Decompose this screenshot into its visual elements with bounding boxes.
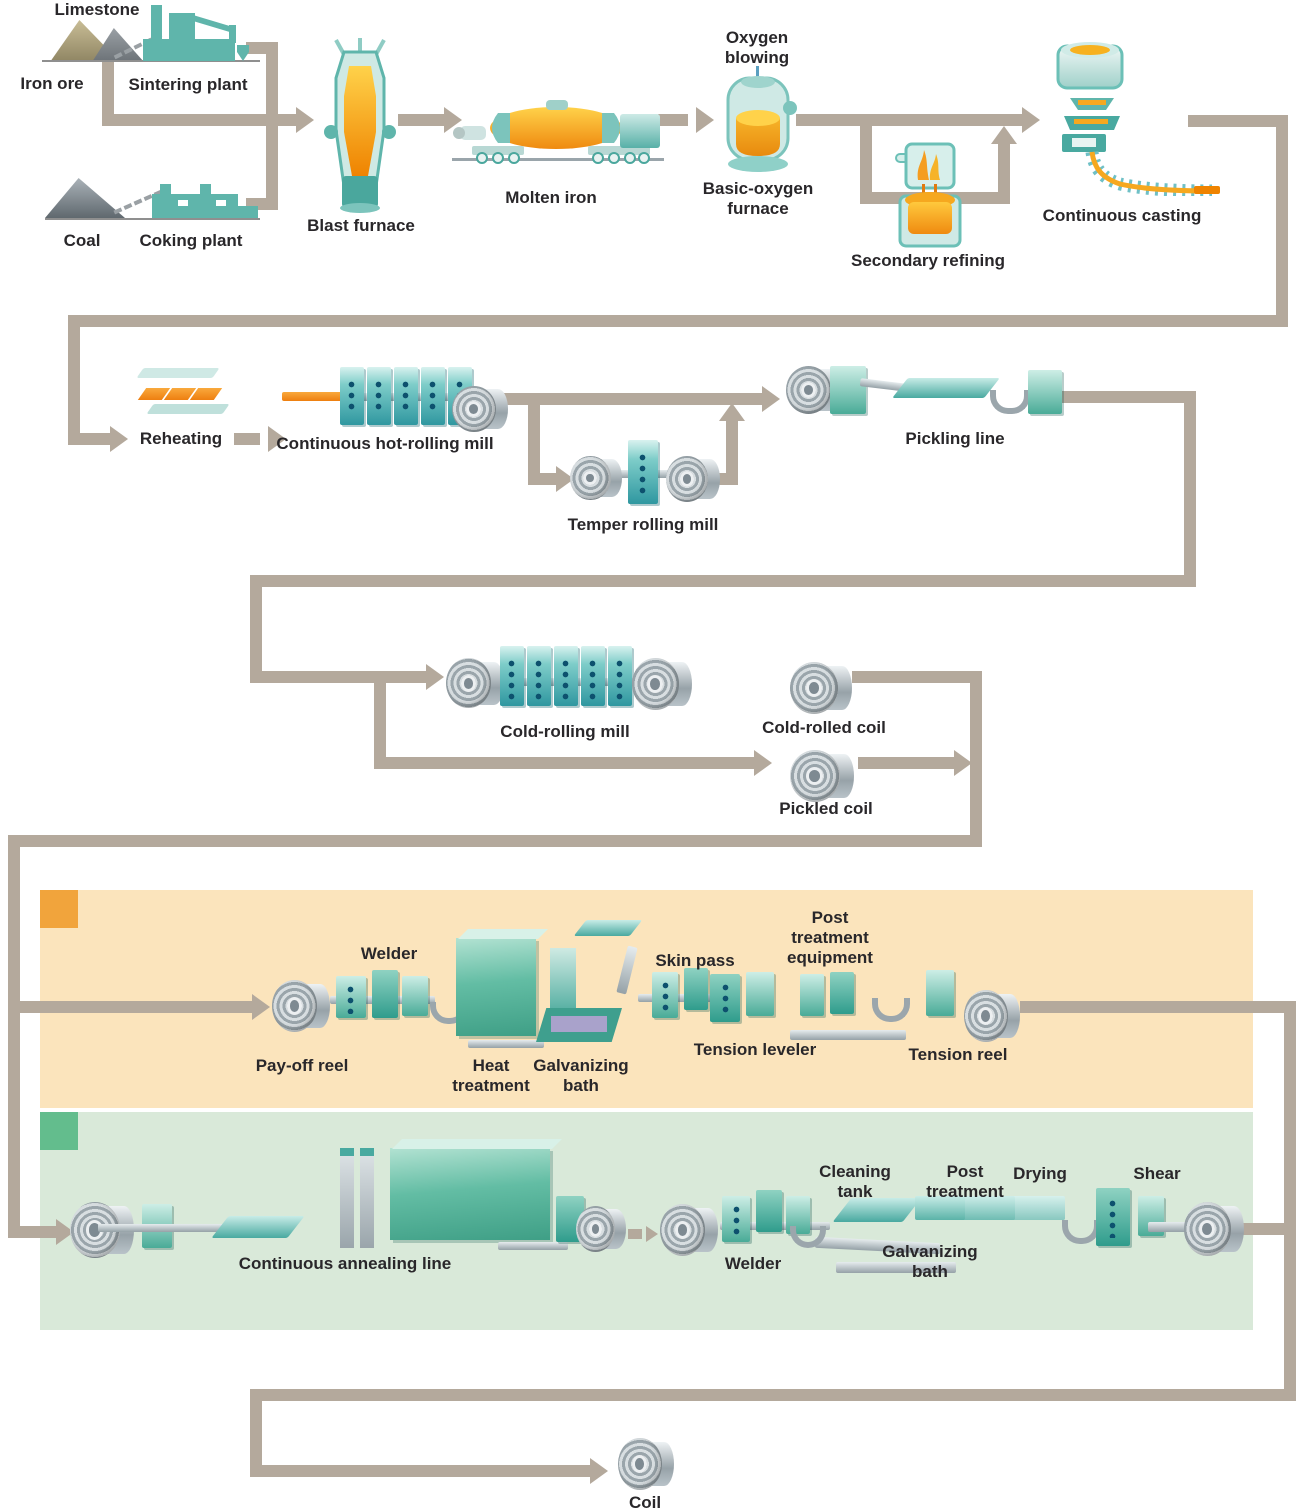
shear-icon <box>1096 1184 1176 1248</box>
reheating-label: Reheating <box>139 429 223 448</box>
arrow-icon <box>296 107 314 133</box>
secondary-refining-label: Secondary refining <box>851 251 1005 270</box>
arrow-icon <box>646 1226 658 1242</box>
arrow-up-icon <box>991 126 1017 144</box>
connector <box>796 114 1022 126</box>
galvanizing-bath-hot-dip-label: Galvanizing bath <box>533 1056 629 1096</box>
cleaning-tank-label: Cleaning tank <box>819 1162 891 1202</box>
oxygen-blowing-label: Oxygen blowing <box>724 28 790 68</box>
connector <box>398 114 444 126</box>
cold-rolled-coil-label: Cold-rolled coil <box>762 718 886 737</box>
tension-reel-icon <box>926 964 1022 1044</box>
sintering-plant-icon <box>133 3 261 62</box>
connector <box>1020 1001 1284 1013</box>
connector <box>1240 1223 1284 1235</box>
tension-leveler-label: Tension leveler <box>693 1040 817 1059</box>
arrow-icon <box>590 1458 608 1484</box>
welder-electro-label: Welder <box>724 1254 782 1273</box>
connector <box>858 757 954 769</box>
arrow-icon <box>110 426 128 452</box>
connector <box>68 315 1288 327</box>
heat-treatment-label: Heat treatment <box>452 1056 530 1096</box>
iron-ore-label: Iron ore <box>20 74 84 93</box>
shear-label: Shear <box>1133 1164 1181 1183</box>
molten-iron-torpedo-car-icon <box>452 96 664 168</box>
galvanizing-bath-electro-label: Galvanizing bath <box>882 1242 978 1282</box>
connector <box>1184 391 1196 587</box>
connector <box>8 835 20 1238</box>
coking-plant-label: Coking plant <box>139 231 243 250</box>
connector <box>266 42 278 210</box>
post-treatment-equipment-label: Post treatment equipment <box>787 908 873 968</box>
connector <box>250 575 262 683</box>
tension-reel-label: Tension reel <box>908 1045 1008 1064</box>
continuous-annealing-line-label: Continuous annealing line <box>238 1254 452 1273</box>
secondary-refining-icon <box>888 136 972 252</box>
pickling-line-label: Pickling line <box>905 429 1005 448</box>
arrow-icon <box>696 107 714 133</box>
basic-oxygen-furnace-label: Basic-oxygen furnace <box>702 179 814 219</box>
pickled-coil-label: Pickled coil <box>779 799 873 818</box>
hot-dip-band-tab <box>40 890 78 928</box>
temper-rolling-mill-icon <box>570 438 725 510</box>
heat-treatment-furnace-icon <box>456 938 536 1036</box>
connector <box>68 433 110 445</box>
connector <box>1284 1001 1296 1401</box>
pay-off-reel-icon <box>272 980 330 1032</box>
dash-connector <box>628 1229 642 1239</box>
electro-exit-coil-icon <box>1184 1202 1244 1256</box>
furnace-rollers-icon <box>468 1040 544 1048</box>
skin-pass-label: Skin pass <box>655 951 735 970</box>
post-treatment-equipment-icon <box>790 966 910 1046</box>
connector <box>726 415 738 485</box>
coal-label: Coal <box>63 231 101 250</box>
connector <box>250 1389 1296 1401</box>
connector <box>8 1226 56 1238</box>
cold-rolling-mill-label: Cold-rolling mill <box>500 722 630 741</box>
connector <box>528 473 556 485</box>
pickled-coil-icon <box>790 750 854 802</box>
galvanizing-tower-icon <box>550 948 576 1010</box>
tension-leveler-icon <box>710 966 778 1024</box>
connector <box>528 399 540 481</box>
drying-label: Drying <box>1013 1164 1067 1183</box>
connector <box>234 433 260 445</box>
electro-entry-coil-icon <box>660 1204 718 1256</box>
final-coil-label: Coil <box>628 1493 662 1511</box>
pickling-line-icon <box>784 356 1069 426</box>
connector <box>852 671 978 683</box>
connector <box>998 138 1010 204</box>
limestone-label: Limestone <box>54 0 140 19</box>
connector <box>374 757 754 769</box>
cold-rolling-mill-icon <box>446 642 692 720</box>
pay-off-reel-label: Pay-off reel <box>255 1056 349 1075</box>
welder-hot-dip-label: Welder <box>360 944 418 963</box>
welder-hot-dip-icon <box>330 968 435 1024</box>
coking-plant-icon <box>138 180 263 220</box>
connector <box>8 835 982 847</box>
arrow-icon <box>426 664 444 690</box>
galvanizing-bath-hot-dip-icon <box>536 1008 622 1042</box>
arrow-icon <box>762 386 780 412</box>
blast-furnace-icon <box>316 36 404 214</box>
continuous-casting-label: Continuous casting <box>1042 206 1202 225</box>
blast-furnace-label: Blast furnace <box>307 216 415 235</box>
sintering-plant-label: Sintering plant <box>128 75 248 94</box>
arrow-icon <box>754 750 772 776</box>
reheating-icon <box>128 362 238 428</box>
connector <box>250 671 426 683</box>
final-coil-icon <box>618 1438 674 1490</box>
connector <box>1276 115 1288 327</box>
post-treatment-label: Post treatment <box>926 1162 1004 1202</box>
connector <box>68 315 80 445</box>
temper-rolling-mill-label: Temper rolling mill <box>567 515 719 534</box>
basic-oxygen-furnace-icon <box>714 60 802 182</box>
continuous-casting-icon <box>1036 38 1220 196</box>
molten-iron-label: Molten iron <box>505 188 597 207</box>
connector <box>250 1389 262 1477</box>
connector <box>102 60 114 120</box>
connector <box>8 1001 252 1013</box>
connector <box>250 575 1196 587</box>
connector <box>250 1465 590 1477</box>
hot-rolling-mill-icon <box>280 360 510 432</box>
connector <box>970 671 982 847</box>
arrow-icon <box>252 994 270 1020</box>
hot-rolling-mill-label: Continuous hot-rolling mill <box>276 434 494 453</box>
cold-rolled-coil-icon <box>790 662 852 714</box>
arrow-up-icon <box>719 403 745 421</box>
